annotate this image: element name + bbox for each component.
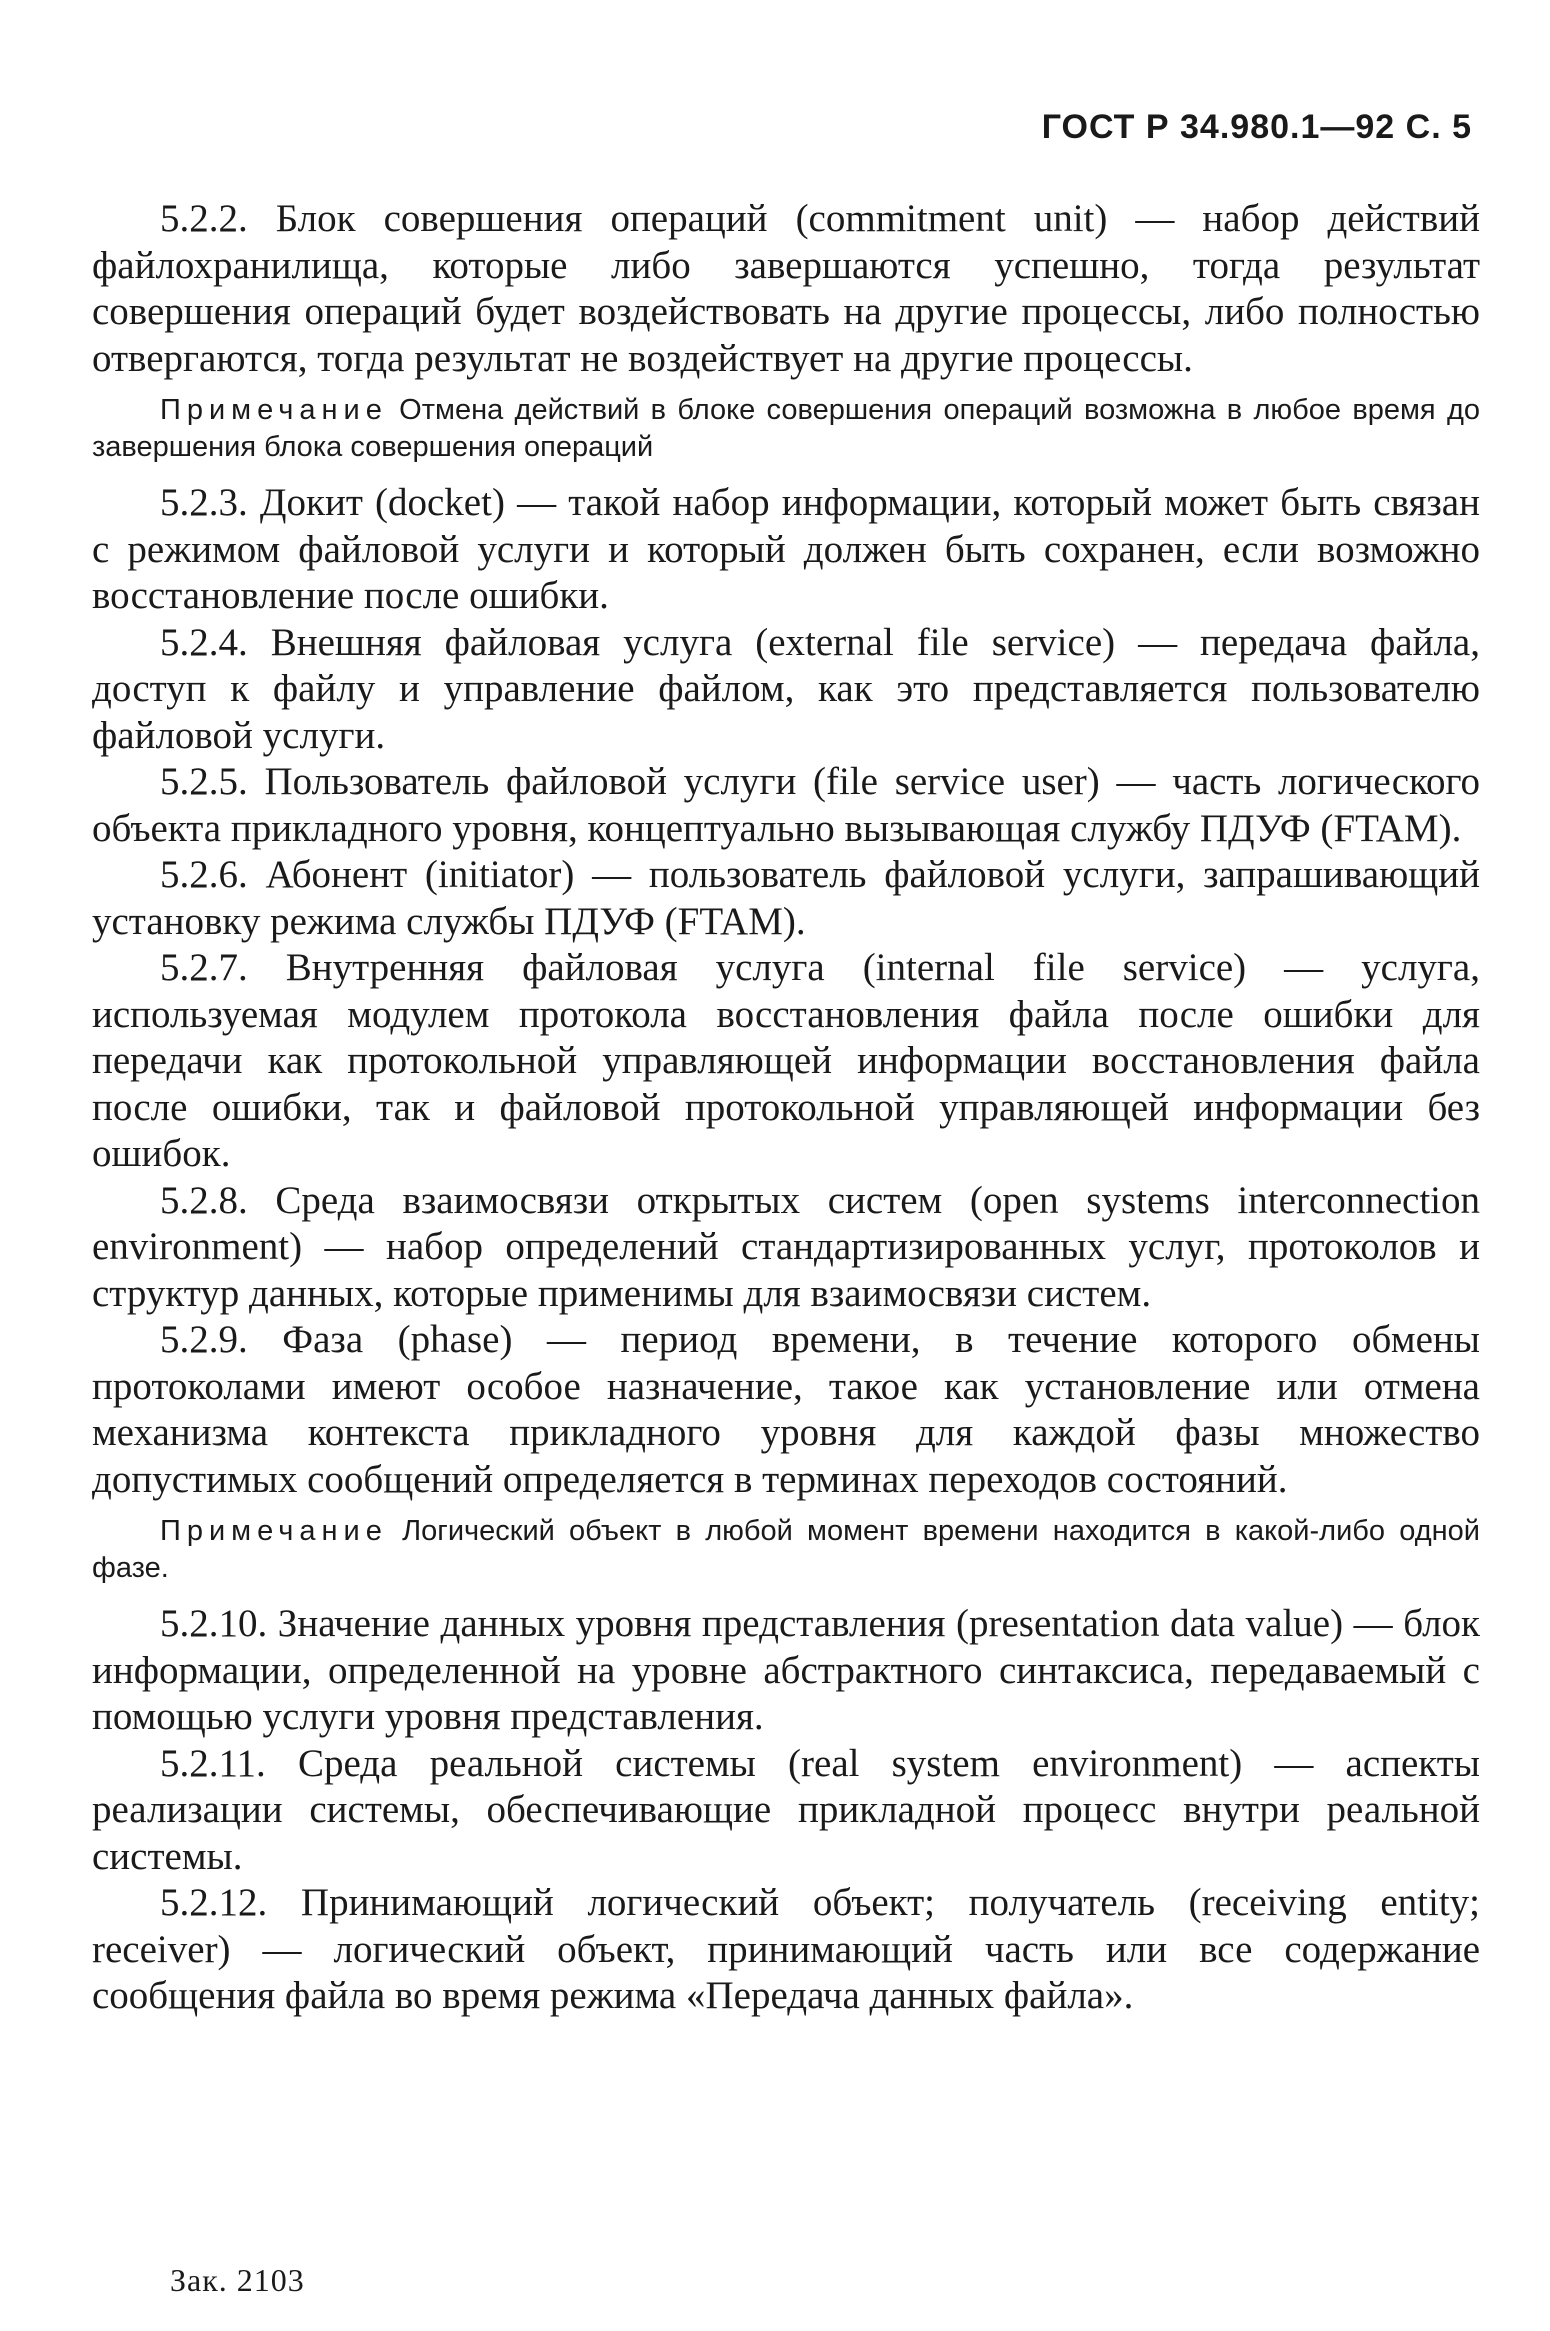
note-1 — [92, 392, 1480, 466]
note-label: Примечание — [160, 1515, 388, 1547]
note-text: Логический объект в любой момент времени находится в какой-либо одной фазе. — [92, 1515, 1480, 1584]
paragraph-5-2-2: 5.2.2. Блок совершения операций (commitment unit) — набор действий файлохранилища, которые либо завершаются успешно, тогда результат совершения операций будет воздействовать на другие процессы, либо полностью отвергаются, тогда результат не воздействует на другие процессы. — [92, 197, 1480, 380]
note-label: Примечание — [160, 394, 388, 426]
document-body — [92, 196, 1480, 2020]
paragraph-5-2-12: 5.2.12. Принимающий логический объект; получатель (receiving entity; receiver) — логический объект, принимающий часть или все содержание сообщения файла во время режима «Передача данных файла». — [92, 1881, 1480, 2017]
paragraph-5-2-10: 5.2.10. Значение данных уровня представления (presentation data value) — блок информации, определенной на уровне абстрактного синтаксиса, передаваемый с помощью услуги уровня представления. — [92, 1602, 1480, 1738]
paragraph-5-2-3: 5.2.3. Докит (docket) — такой набор информации, который может быть связан с режимом файловой услуги и который должен быть сохранен, если возможно восстановление после ошибки. — [92, 481, 1480, 617]
note-2 — [92, 1513, 1480, 1587]
paragraph-5-2-7: 5.2.7. Внутренняя файловая услуга (internal file service) — услуга, используемая модулем протокола восстановления файла после ошибки для передачи как протокольной управляющей информации восстановления файла после ошибки, так и файловой протокольной управляющей информации без ошибок. — [92, 946, 1480, 1175]
paragraph-5-2-6: 5.2.6. Абонент (initiator) — пользователь файловой услуги, запрашивающий установку режима службы ПДУФ (FTAM). — [92, 853, 1480, 943]
paragraph-5-2-4: 5.2.4. Внешняя файловая услуга (external file service) — передача файла, доступ к файлу и управление файлом, как это представляется пользователю файловой услуги. — [92, 620, 1480, 757]
order-number: Зак. 2103 — [170, 2262, 305, 2298]
paragraph-5-2-5: 5.2.5. Пользователь файловой услуги (file service user) — часть логического объекта прикладного уровня, концептуально вызывающая службу ПДУФ (FTAM). — [92, 760, 1480, 850]
paragraph-5-2-9: 5.2.9. Фаза (phase) — период времени, в течение которого обмены протоколами имеют особое назначение, такое как установление или отмена механизма контекста прикладного уровня для каждой фазы множество допустимых сообщений определяется в терминах переходов состояний. — [92, 1318, 1480, 1501]
paragraph-5-2-11: 5.2.11. Среда реальной системы (real system environment) — аспекты реализации системы, обеспечивающие прикладной процесс внутри реальной системы. — [92, 1741, 1480, 1878]
note-text: Отмена действий в блоке совершения операций возможна в любое время до завершения блока совершения операций — [92, 394, 1480, 463]
paragraph-5-2-8: 5.2.8. Среда взаимосвязи открытых систем (open systems interconnection environment) — набор определений стандартизированных услуг, протоколов и структур данных, которые применимы для взаимосвязи систем. — [92, 1178, 1480, 1315]
page-header: ГОСТ Р 34.980.1—92 С. 5 — [1041, 108, 1472, 146]
